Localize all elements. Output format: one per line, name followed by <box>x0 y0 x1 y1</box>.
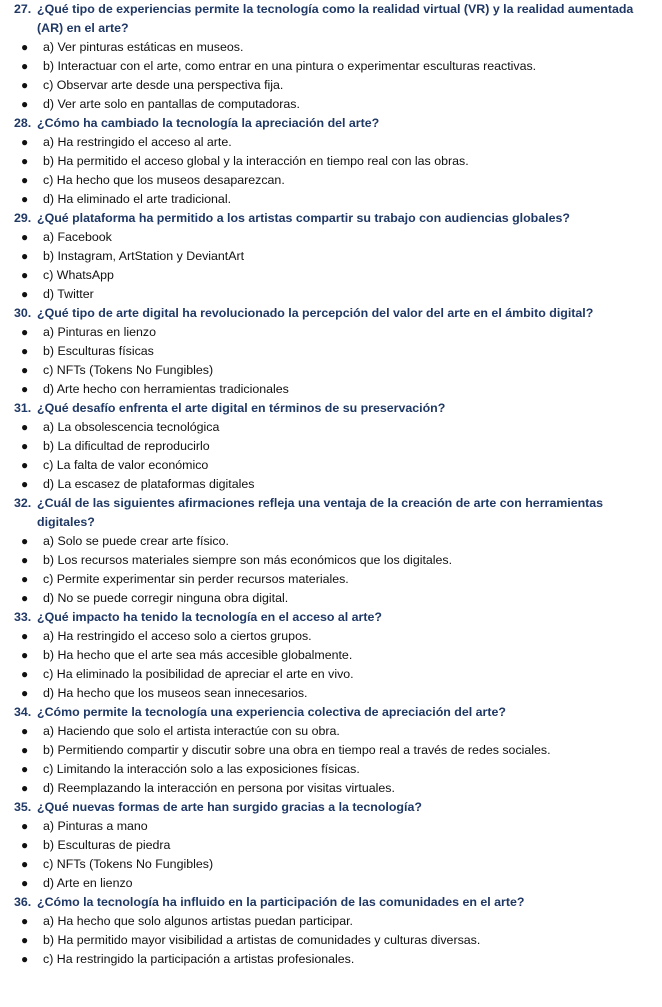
answer-option-text: b) Ha permitido mayor visibilidad a artistas de comunidades y culturas diversas. <box>43 933 481 947</box>
answer-option <box>0 589 662 608</box>
answer-option-text: a) Ha restringido el acceso al arte. <box>43 135 232 149</box>
bullet-icon: ● <box>21 97 29 111</box>
bullet-icon: ● <box>21 743 29 757</box>
answer-options <box>0 627 662 703</box>
answer-option <box>0 152 662 171</box>
bullet-icon: ● <box>21 933 29 947</box>
answer-option-text: c) NFTs (Tokens No Fungibles) <box>43 363 214 377</box>
answer-option-text: d) Ha hecho que los museos sean innecesarios. <box>43 686 308 700</box>
answer-option-text: c) Limitando la interacción solo a las exposiciones físicas. <box>43 762 360 776</box>
answer-option-text: b) Los recursos materiales siempre son más económicos que los digitales. <box>43 553 453 567</box>
answer-option-text: b) Instagram, ArtStation y DeviantArt <box>43 249 245 263</box>
bullet-icon: ● <box>21 477 29 491</box>
answer-option-text: d) Ver arte solo en pantallas de computadoras. <box>43 97 300 111</box>
question-text: ¿Cómo ha cambiado la tecnología la apreciación del arte? <box>37 116 380 130</box>
bullet-icon: ● <box>21 686 29 700</box>
answer-option <box>0 684 662 703</box>
answer-option-text: d) Ha eliminado el arte tradicional. <box>43 192 232 206</box>
question-heading <box>0 798 662 817</box>
answer-option-text: d) Reemplazando la interacción en persona por visitas virtuales. <box>43 781 395 795</box>
answer-option-text: c) La falta de valor económico <box>43 458 209 472</box>
answer-option <box>0 418 662 437</box>
answer-option <box>0 532 662 551</box>
bullet-icon: ● <box>21 629 29 643</box>
answer-option-text: c) NFTs (Tokens No Fungibles) <box>43 857 214 871</box>
question-number: 30. <box>14 306 32 320</box>
bullet-icon: ● <box>21 363 29 377</box>
answer-option <box>0 285 662 304</box>
answer-option <box>0 361 662 380</box>
question-heading <box>0 304 662 323</box>
answer-options <box>0 228 662 304</box>
answer-option <box>0 722 662 741</box>
question-text: ¿Qué tipo de experiencias permite la tecnología como la realidad virtual (VR) y la realidad aumentada (AR) en el arte? <box>37 2 634 35</box>
question-heading <box>0 494 662 532</box>
answer-options <box>0 912 662 969</box>
question-block <box>0 893 662 969</box>
bullet-icon: ● <box>21 952 29 966</box>
answer-options <box>0 38 662 114</box>
question-heading <box>0 608 662 627</box>
bullet-icon: ● <box>21 268 29 282</box>
answer-option-text: a) Haciendo que solo el artista interactúe con su obra. <box>43 724 340 738</box>
answer-options <box>0 133 662 209</box>
answer-option-text: a) Ha hecho que solo algunos artistas puedan participar. <box>43 914 353 928</box>
answer-option <box>0 665 662 684</box>
answer-option-text: b) Interactuar con el arte, como entrar en una pintura o experimentar esculturas reactivas. <box>43 59 537 73</box>
answer-option <box>0 95 662 114</box>
bullet-icon: ● <box>21 40 29 54</box>
answer-option-text: d) No se puede corregir ninguna obra digital. <box>43 591 289 605</box>
answer-option-text: d) Arte en lienzo <box>43 876 133 890</box>
bullet-icon: ● <box>21 591 29 605</box>
answer-option <box>0 133 662 152</box>
bullet-icon: ● <box>21 420 29 434</box>
answer-options <box>0 418 662 494</box>
answer-option-text: d) Arte hecho con herramientas tradicionales <box>43 382 289 396</box>
answer-option <box>0 76 662 95</box>
answer-option-text: c) WhatsApp <box>43 268 114 282</box>
question-block <box>0 703 662 798</box>
question-block <box>0 114 662 209</box>
bullet-icon: ● <box>21 857 29 871</box>
answer-option <box>0 342 662 361</box>
question-number: 31. <box>14 401 32 415</box>
answer-option <box>0 627 662 646</box>
answer-option-text: a) Facebook <box>43 230 112 244</box>
bullet-icon: ● <box>21 838 29 852</box>
bullet-icon: ● <box>21 667 29 681</box>
answer-option-text: a) La obsolescencia tecnológica <box>43 420 220 434</box>
question-number: 29. <box>14 211 32 225</box>
bullet-icon: ● <box>21 135 29 149</box>
answer-option-text: c) Ha eliminado la posibilidad de apreciar el arte en vivo. <box>43 667 354 681</box>
answer-option-text: a) Ha restringido el acceso solo a ciertos grupos. <box>43 629 312 643</box>
answer-option <box>0 817 662 836</box>
answer-option <box>0 760 662 779</box>
question-heading <box>0 399 662 418</box>
answer-options <box>0 532 662 608</box>
question-number: 34. <box>14 705 32 719</box>
answer-option-text: c) Ha restringido la participación a artistas profesionales. <box>43 952 355 966</box>
question-number: 35. <box>14 800 32 814</box>
answer-option-text: c) Observar arte desde una perspectiva fija. <box>43 78 284 92</box>
bullet-icon: ● <box>21 648 29 662</box>
question-text: ¿Cómo permite la tecnología una experiencia colectiva de apreciación del arte? <box>37 705 506 719</box>
bullet-icon: ● <box>21 78 29 92</box>
answer-option <box>0 38 662 57</box>
question-block <box>0 798 662 893</box>
answer-option-text: c) Ha hecho que los museos desaparezcan. <box>43 173 285 187</box>
answer-option <box>0 931 662 950</box>
question-text: ¿Qué impacto ha tenido la tecnología en el acceso al arte? <box>37 610 382 624</box>
answer-option <box>0 874 662 893</box>
question-heading <box>0 0 662 38</box>
question-text: ¿Qué desafío enfrenta el arte digital en términos de su preservación? <box>37 401 446 415</box>
answer-option-text: a) Pinturas a mano <box>43 819 148 833</box>
question-number: 27. <box>14 2 32 16</box>
answer-option-text: d) Twitter <box>43 287 94 301</box>
bullet-icon: ● <box>21 819 29 833</box>
bullet-icon: ● <box>21 59 29 73</box>
answer-option-text: b) La dificultad de reproducirlo <box>43 439 210 453</box>
answer-options <box>0 817 662 893</box>
answer-option <box>0 228 662 247</box>
question-text: ¿Cuál de las siguientes afirmaciones refleja una ventaja de la creación de arte con herramientas digitales? <box>37 496 604 529</box>
answer-option <box>0 855 662 874</box>
question-block <box>0 304 662 399</box>
question-block <box>0 494 662 608</box>
bullet-icon: ● <box>21 572 29 586</box>
answer-options <box>0 323 662 399</box>
question-text: ¿Qué plataforma ha permitido a los artistas compartir su trabajo con audiencias globales? <box>37 211 570 225</box>
question-text: ¿Qué nuevas formas de arte han surgido gracias a la tecnología? <box>37 800 422 814</box>
bullet-icon: ● <box>21 173 29 187</box>
bullet-icon: ● <box>21 781 29 795</box>
bullet-icon: ● <box>21 724 29 738</box>
question-block <box>0 209 662 304</box>
bullet-icon: ● <box>21 287 29 301</box>
question-block <box>0 0 662 114</box>
answer-option <box>0 57 662 76</box>
bullet-icon: ● <box>21 914 29 928</box>
bullet-icon: ● <box>21 154 29 168</box>
bullet-icon: ● <box>21 439 29 453</box>
answer-option-text: b) Ha hecho que el arte sea más accesible globalmente. <box>43 648 353 662</box>
bullet-icon: ● <box>21 553 29 567</box>
bullet-icon: ● <box>21 344 29 358</box>
bullet-icon: ● <box>21 192 29 206</box>
answer-option-text: a) Ver pinturas estáticas en museos. <box>43 40 244 54</box>
answer-option-text: b) Esculturas físicas <box>43 344 154 358</box>
answer-options <box>0 722 662 798</box>
answer-option <box>0 912 662 931</box>
answer-option <box>0 551 662 570</box>
answer-option <box>0 836 662 855</box>
answer-option-text: a) Pinturas en lienzo <box>43 325 156 339</box>
bullet-icon: ● <box>21 458 29 472</box>
answer-option-text: a) Solo se puede crear arte físico. <box>43 534 229 548</box>
question-heading <box>0 209 662 228</box>
bullet-icon: ● <box>21 876 29 890</box>
question-block <box>0 608 662 703</box>
answer-option <box>0 741 662 760</box>
bullet-icon: ● <box>21 534 29 548</box>
answer-option <box>0 570 662 589</box>
bullet-icon: ● <box>21 382 29 396</box>
answer-option-text: b) Ha permitido el acceso global y la interacción en tiempo real con las obras. <box>43 154 469 168</box>
bullet-icon: ● <box>21 762 29 776</box>
question-number: 28. <box>14 116 32 130</box>
answer-option-text: b) Esculturas de piedra <box>43 838 171 852</box>
question-text: ¿Cómo la tecnología ha influido en la participación de las comunidades en el arte? <box>37 895 525 909</box>
answer-option <box>0 247 662 266</box>
answer-option <box>0 171 662 190</box>
question-number: 32. <box>14 496 32 510</box>
question-number: 33. <box>14 610 32 624</box>
question-text: ¿Qué tipo de arte digital ha revolucionado la percepción del valor del arte en el ámbito digital? <box>37 306 594 320</box>
answer-option <box>0 456 662 475</box>
answer-option <box>0 266 662 285</box>
question-heading <box>0 893 662 912</box>
answer-option <box>0 323 662 342</box>
answer-option-text: c) Permite experimentar sin perder recursos materiales. <box>43 572 349 586</box>
bullet-icon: ● <box>21 230 29 244</box>
answer-option <box>0 646 662 665</box>
bullet-icon: ● <box>21 249 29 263</box>
answer-option <box>0 437 662 456</box>
answer-option <box>0 475 662 494</box>
question-block <box>0 399 662 494</box>
answer-option <box>0 190 662 209</box>
answer-option-text: d) La escasez de plataformas digitales <box>43 477 255 491</box>
answer-option <box>0 950 662 969</box>
question-number: 36. <box>14 895 32 909</box>
answer-option-text: b) Permitiendo compartir y discutir sobre una obra en tiempo real a través de redes sociales. <box>43 743 551 757</box>
answer-option <box>0 779 662 798</box>
answer-option <box>0 380 662 399</box>
question-heading <box>0 703 662 722</box>
question-heading <box>0 114 662 133</box>
bullet-icon: ● <box>21 325 29 339</box>
